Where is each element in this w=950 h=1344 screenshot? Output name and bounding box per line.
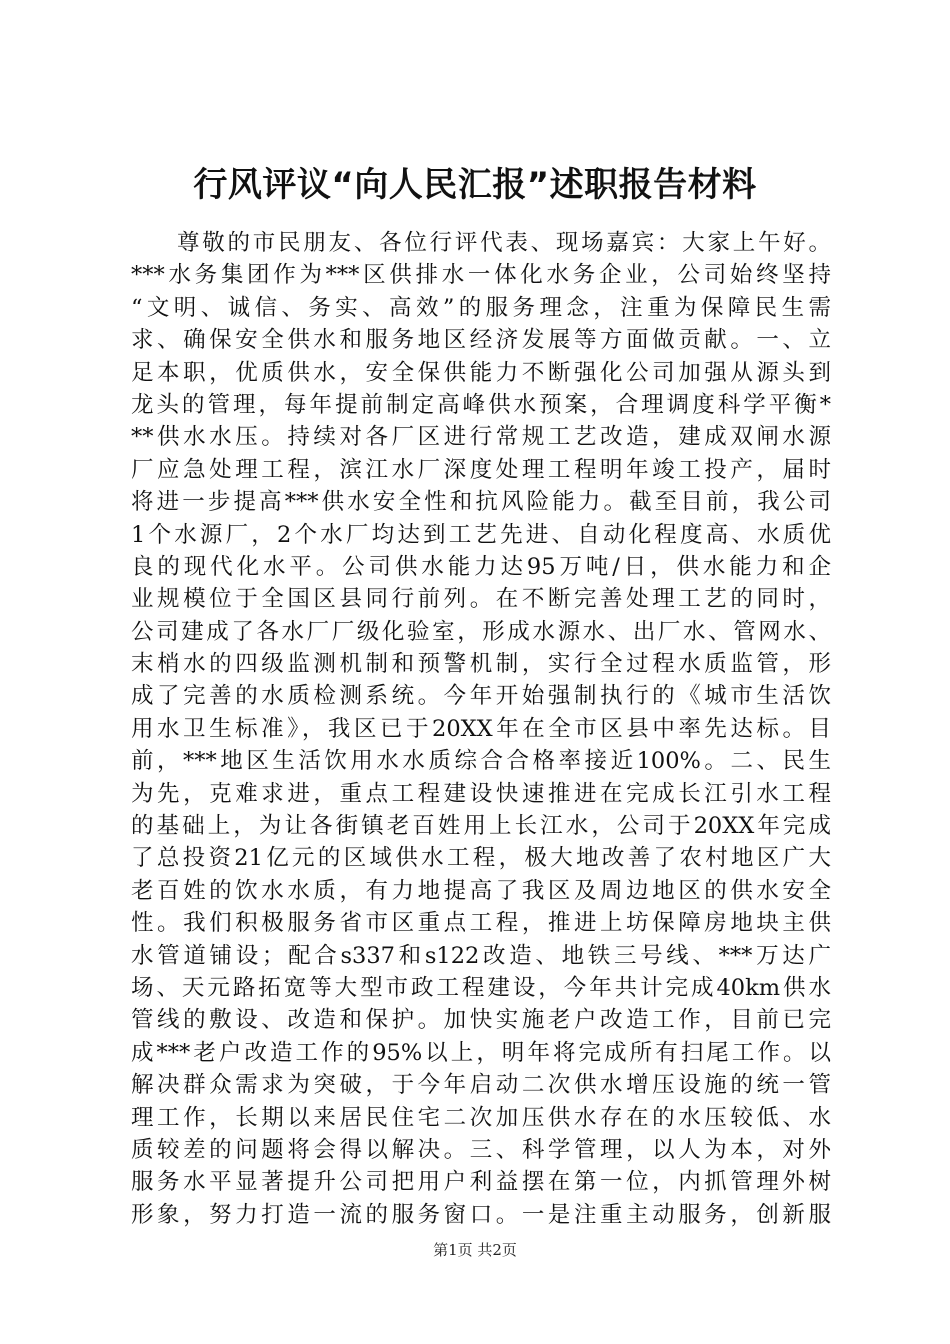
body-line: 业规模位于全国区县同行前列。在不断完善处理工艺的同时， bbox=[131, 586, 831, 613]
body-line: 良的现代化水平。公司供水能力达95万吨/日，供水能力和企 bbox=[131, 553, 831, 580]
body-line: 末梢水的四级监测机制和预警机制，实行全过程水质监管，形 bbox=[131, 651, 831, 678]
body-line: 求、确保安全供水和服务地区经济发展等方面做贡献。一、立 bbox=[131, 327, 831, 354]
body-line: 1个水源厂，2个水厂均达到工艺先进、自动化程度高、水质优 bbox=[131, 521, 831, 548]
body-line: 的基础上，为让各街镇老百姓用上长江水，公司于20XX年完成 bbox=[131, 813, 831, 840]
body-line: 了总投资21亿元的区域供水工程，极大地改善了农村地区广大 bbox=[131, 845, 831, 872]
body-line: 厂应急处理工程，滨江水厂深度处理工程明年竣工投产，届时 bbox=[131, 456, 831, 483]
page-number: 第1页 共2页 bbox=[433, 1241, 517, 1259]
body-line: 公司建成了各水厂厂级化验室，形成水源水、出厂水、管网水、 bbox=[131, 618, 831, 645]
body-line: 形象，努力打造一流的服务窗口。一是注重主动服务，创新服 bbox=[131, 1201, 831, 1228]
body-line: 管线的敷设、改造和保护。加快实施老户改造工作，目前已完 bbox=[131, 1007, 831, 1034]
body-line: 服务水平显著提升公司把用户利益摆在第一位，内抓管理外树 bbox=[131, 1169, 831, 1196]
page-footer bbox=[0, 1238, 950, 1262]
body-line: 成了完善的水质检测系统。今年开始强制执行的《城市生活饮 bbox=[131, 683, 831, 710]
document-body bbox=[131, 227, 831, 1231]
body-line: 前，***地区生活饮用水水质综合合格率接近100%。二、民生 bbox=[131, 748, 831, 775]
body-line: “文明、诚信、务实、高效”的服务理念，注重为保障民生需 bbox=[131, 294, 831, 321]
body-line: 用水卫生标准》，我区已于20XX年在全市区县中率先达标。目 bbox=[131, 715, 831, 742]
body-line: **供水水压。持续对各厂区进行常规工艺改造，建成双闸水源 bbox=[131, 424, 831, 451]
body-line: 尊敬的市民朋友、各位行评代表、现场嘉宾：大家上午好。 bbox=[177, 230, 831, 256]
body-line: 为先，克难求进，重点工程建设快速推进在完成长江引水工程 bbox=[131, 780, 831, 807]
body-line: 水管道铺设；配合s337和s122改造、地铁三号线、***万达广 bbox=[131, 942, 831, 969]
body-line: 足本职，优质供水，安全保供能力不断强化公司加强从源头到 bbox=[131, 359, 831, 386]
body-line: 成***老户改造工作的95%以上，明年将完成所有扫尾工作。以 bbox=[131, 1039, 831, 1066]
body-line: ***水务集团作为***区供排水一体化水务企业，公司始终坚持 bbox=[131, 262, 831, 289]
body-line: 老百姓的饮水水质，有力地提高了我区及周边地区的供水安全 bbox=[131, 877, 831, 904]
document-title: 行风评议“向人民汇报”述职报告材料 bbox=[193, 165, 757, 205]
body-line: 性。我们积极服务省市区重点工程，推进上坊保障房地块主供 bbox=[131, 910, 831, 937]
body-line: 解决群众需求为突破，于今年启动二次供水增压设施的统一管 bbox=[131, 1072, 831, 1099]
body-line: 质较差的问题将会得以解决。三、科学管理，以人为本，对外 bbox=[131, 1136, 831, 1163]
body-line: 龙头的管理，每年提前制定高峰供水预案，合理调度科学平衡* bbox=[131, 391, 831, 418]
body-line: 将进一步提高***供水安全性和抗风险能力。截至目前，我公司 bbox=[131, 489, 831, 516]
body-line: 理工作，长期以来居民住宅二次加压供水存在的水压较低、水 bbox=[131, 1104, 831, 1131]
body-line: 场、天元路拓宽等大型市政工程建设，今年共计完成40km供水 bbox=[131, 974, 831, 1001]
